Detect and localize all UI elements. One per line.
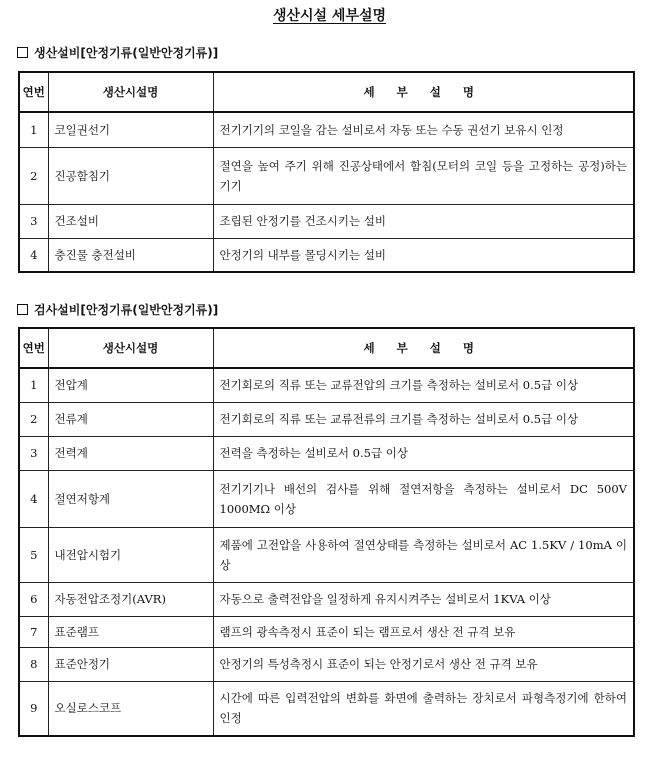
row-name: 전류계	[48, 402, 213, 436]
header-num: 연번	[19, 328, 48, 368]
header-name: 생산시설명	[48, 72, 213, 112]
inspection-equipment-table	[18, 327, 635, 737]
row-desc: 절연을 높여 주기 위해 진공상태에서 함침(모터의 코일 등을 고정하는 공정)하는 기기	[213, 147, 634, 204]
table-row	[19, 616, 634, 647]
table-row	[19, 527, 634, 582]
row-name: 건조설비	[48, 204, 213, 238]
checkbox-square-icon	[17, 304, 28, 315]
row-name: 절연저항계	[48, 470, 213, 527]
row-desc: 조립된 안정기를 건조시키는 설비	[213, 204, 634, 238]
row-desc: 안정기의 내부를 몰딩시키는 설비	[213, 238, 634, 272]
row-desc: 안정기의 특성측정시 표준이 되는 안정기로서 생산 전 규격 보유	[213, 647, 634, 681]
row-num: 4	[19, 470, 48, 527]
header-name: 생산시설명	[48, 328, 213, 368]
section-heading-inspection	[17, 301, 218, 318]
row-num: 8	[19, 647, 48, 681]
table-row	[19, 647, 634, 681]
row-desc: 제품에 고전압을 사용하여 절연상태를 측정하는 설비로서 AC 1.5KV / 10mA 이상	[213, 527, 634, 582]
row-name: 전력계	[48, 436, 213, 470]
row-num: 2	[19, 147, 48, 204]
row-desc: 램프의 광속측정시 표준이 되는 램프로서 생산 전 규격 보유	[213, 616, 634, 647]
checkbox-square-icon	[17, 47, 28, 58]
table-row	[19, 681, 634, 736]
row-num: 3	[19, 436, 48, 470]
table-row	[19, 436, 634, 470]
row-name: 자동전압조정기(AVR)	[48, 582, 213, 616]
table-row	[19, 204, 634, 238]
section-heading-production	[17, 44, 218, 61]
row-desc: 시간에 따른 입력전압의 변화를 화면에 출력하는 장치로서 파형측정기에 한하여 인정	[213, 681, 634, 736]
row-desc: 전기기기나 배선의 검사를 위해 절연저항을 측정하는 설비로서 DC 500V 1000MΩ 이상	[213, 470, 634, 527]
row-num: 3	[19, 204, 48, 238]
row-name: 오실로스코프	[48, 681, 213, 736]
row-name: 전압계	[48, 368, 213, 402]
section-heading-label: 생산설비[안정기류(일반안정기류)]	[34, 46, 219, 60]
header-desc: 세 부 설 명	[213, 328, 634, 368]
section-heading-label: 검사설비[안정기류(일반안정기류)]	[34, 303, 219, 317]
production-equipment-table	[18, 71, 635, 273]
page-title: 생산시설 세부설명	[272, 8, 387, 24]
row-name: 충진물 충전설비	[48, 238, 213, 272]
row-desc: 전기회로의 직류 또는 교류전압의 크기를 측정하는 설비로서 0.5급 이상	[213, 368, 634, 402]
table-row	[19, 147, 634, 204]
row-num: 1	[19, 112, 48, 147]
table-header-row	[19, 72, 634, 112]
row-name: 내전압시험기	[48, 527, 213, 582]
row-num: 2	[19, 402, 48, 436]
table-header-row	[19, 328, 634, 368]
row-name: 표준램프	[48, 616, 213, 647]
row-num: 5	[19, 527, 48, 582]
row-desc: 전력을 측정하는 설비로서 0.5급 이상	[213, 436, 634, 470]
row-desc: 전기회로의 직류 또는 교류전류의 크기를 측정하는 설비로서 0.5급 이상	[213, 402, 634, 436]
table-row	[19, 368, 634, 402]
row-num: 1	[19, 368, 48, 402]
table-row	[19, 470, 634, 527]
row-desc: 전기기기의 코일을 감는 설비로서 자동 또는 수동 권선기 보유시 인정	[213, 112, 634, 147]
row-num: 9	[19, 681, 48, 736]
table-row	[19, 238, 634, 272]
row-name: 코일권선기	[48, 112, 213, 147]
header-num: 연번	[19, 72, 48, 112]
row-num: 4	[19, 238, 48, 272]
row-num: 6	[19, 582, 48, 616]
header-desc: 세 부 설 명	[213, 72, 634, 112]
row-num: 7	[19, 616, 48, 647]
row-name: 진공함침기	[48, 147, 213, 204]
row-desc: 자동으로 출력전압을 일정하게 유지시켜주는 설비로서 1KVA 이상	[213, 582, 634, 616]
row-name: 표준안정기	[48, 647, 213, 681]
table-row	[19, 112, 634, 147]
table-row	[19, 582, 634, 616]
table-row	[19, 402, 634, 436]
